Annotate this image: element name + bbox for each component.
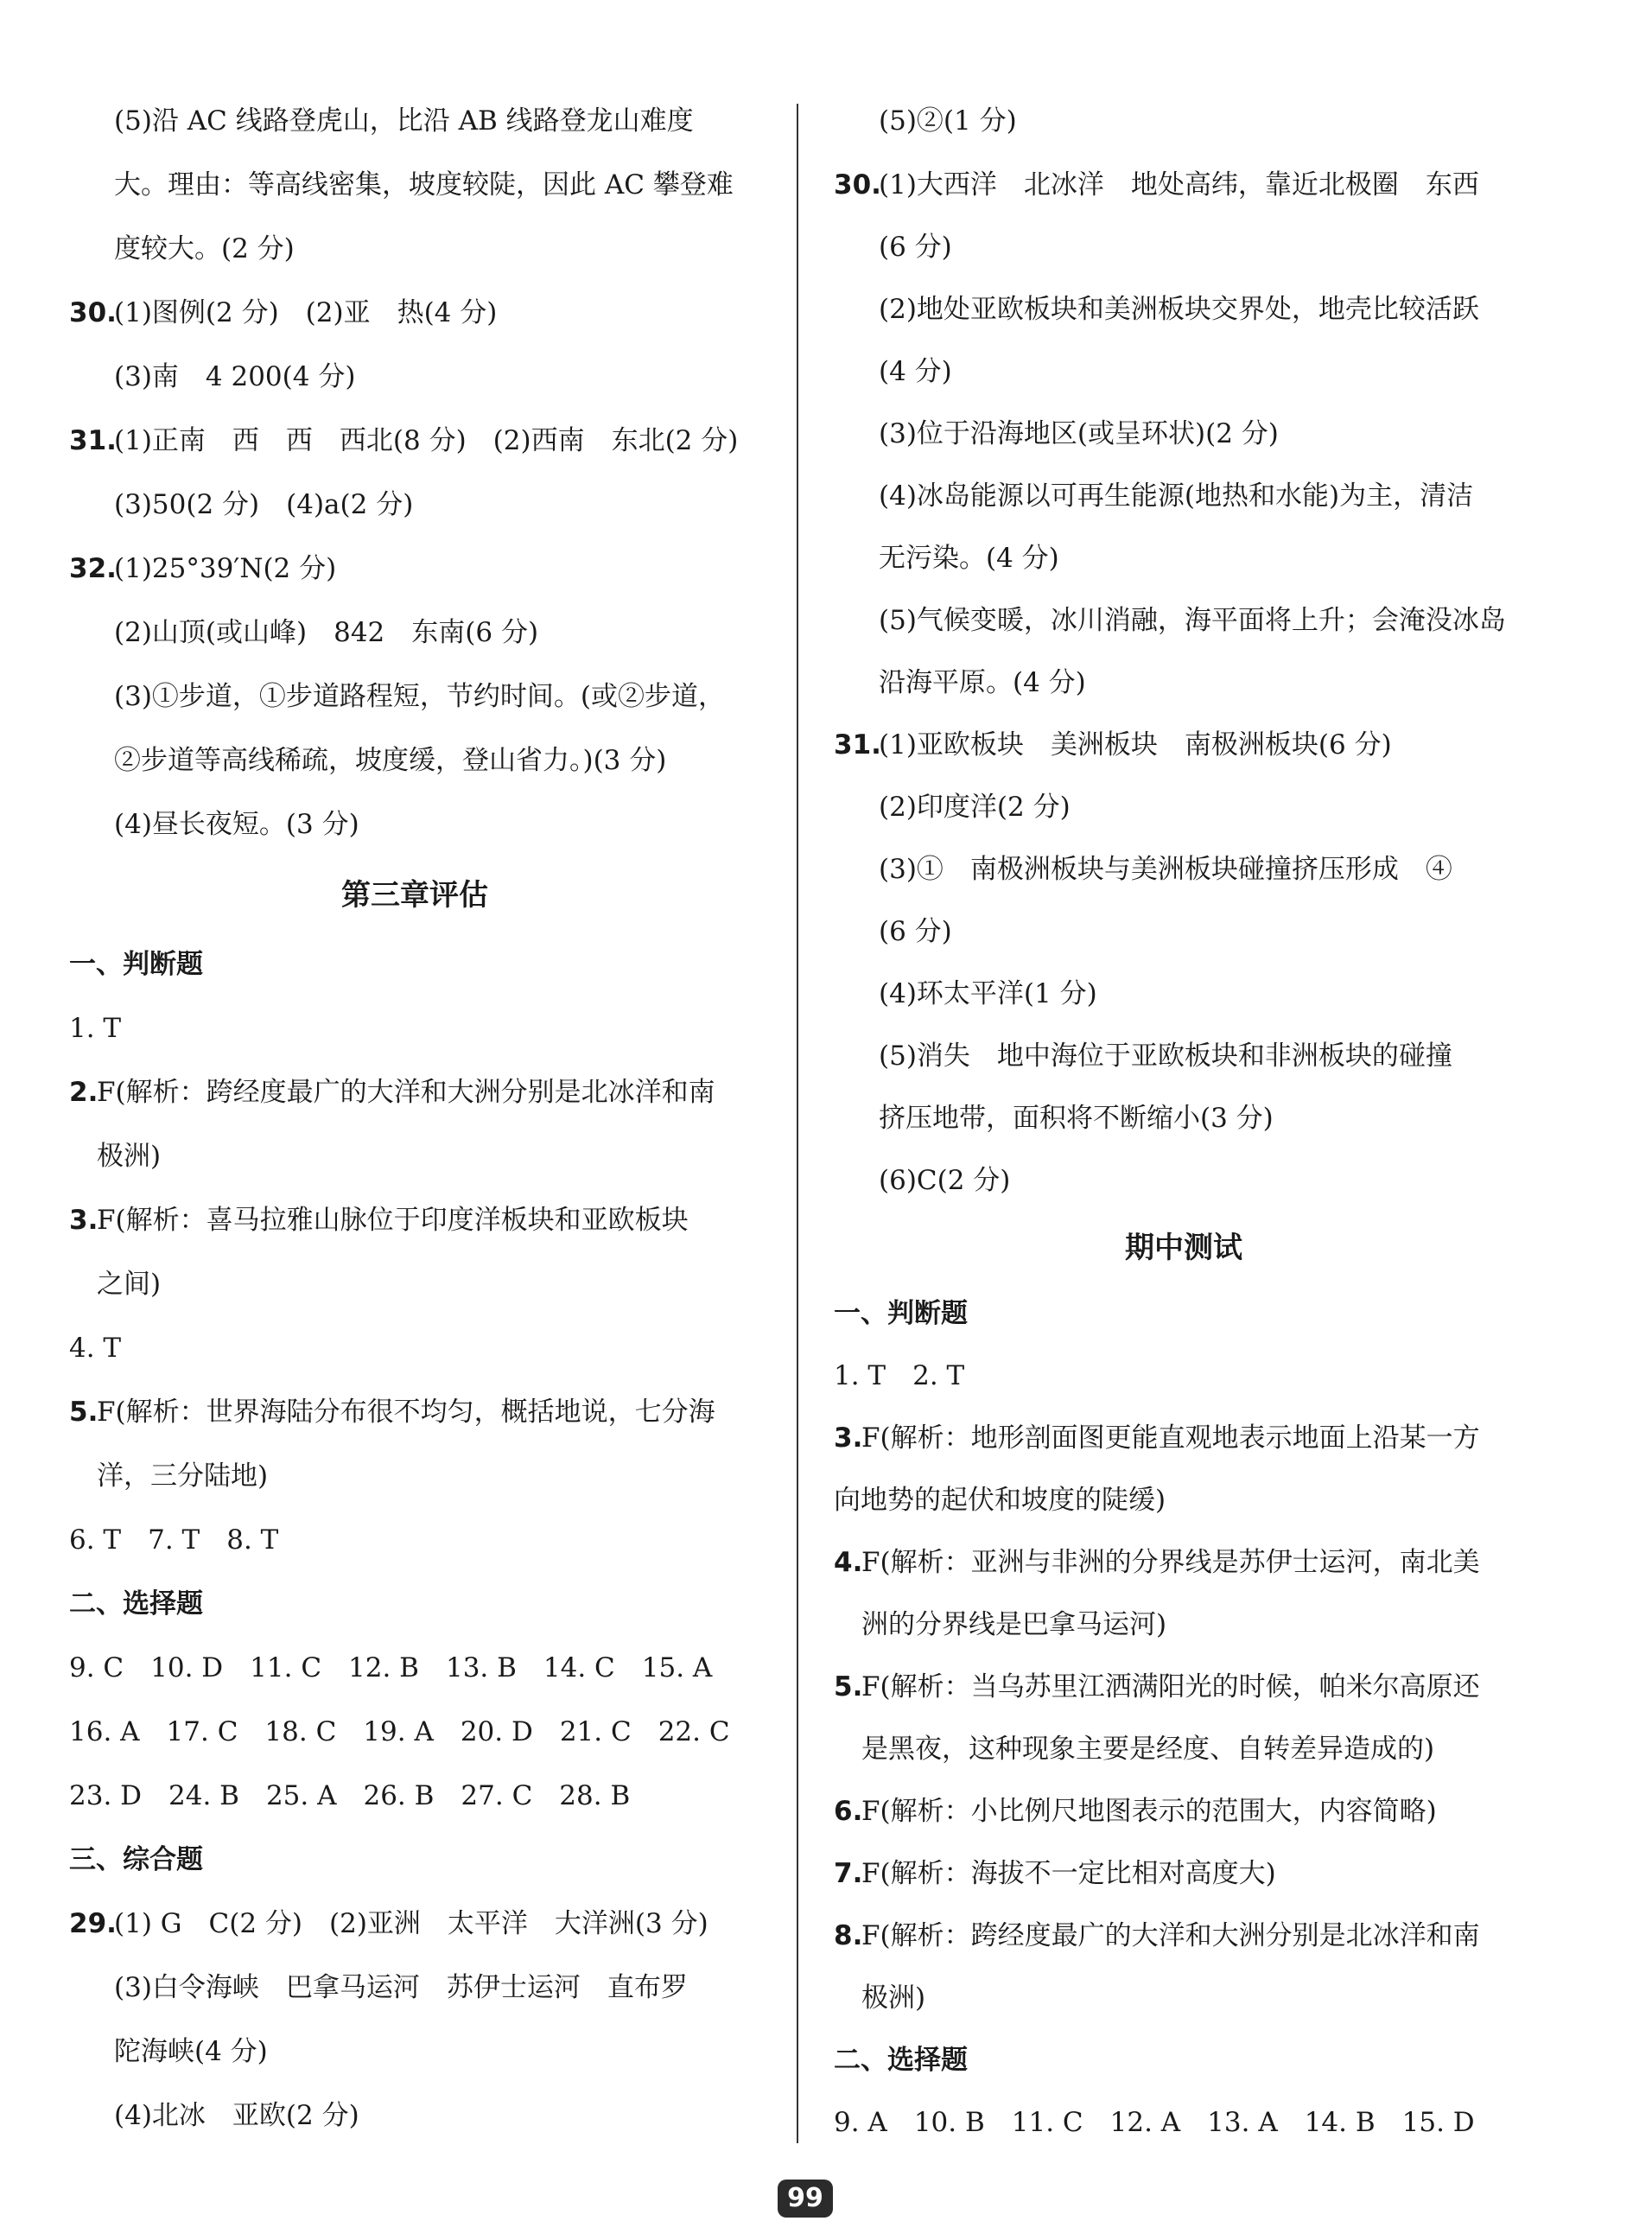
answer-line: 1. T bbox=[69, 1013, 122, 1044]
chapter-title: 第三章评估 bbox=[341, 878, 488, 913]
answer-line: 23. D 24. B 25. A 26. B 27. C 28. B bbox=[69, 1780, 631, 1811]
section-heading: 一、判断题 bbox=[69, 949, 203, 980]
answer-line: 4. T bbox=[69, 1333, 122, 1364]
answer-line: (3)位于沿海地区(或呈环状)(2 分) bbox=[879, 418, 1279, 449]
answer-line: 9. A 10. B 11. C 12. A 13. A 14. B 15. D bbox=[834, 2107, 1475, 2138]
answer-line: ②步道等高线稀疏，坡度缓，登山省力。)(3 分) bbox=[114, 745, 667, 776]
answer-line: (3)① 南极洲板块与美洲板块碰撞挤压形成 ④ bbox=[879, 854, 1452, 885]
answer-line: (4)环太平洋(1 分) bbox=[879, 978, 1097, 1009]
section-heading: 一、判断题 bbox=[834, 1298, 968, 1329]
answer-line: F(解析：当乌苏里江洒满阳光的时候，帕米尔高原还 bbox=[861, 1671, 1480, 1702]
question-number: 31. bbox=[834, 729, 881, 760]
answer-line: 1. T 2. T bbox=[834, 1360, 965, 1391]
answer-line: F(解析：亚洲与非洲的分界线是苏伊士运河，南北美 bbox=[861, 1547, 1480, 1578]
answer-line: (6 分) bbox=[879, 232, 952, 263]
answer-line: (1)亚欧板块 美洲板块 南极洲板块(6 分) bbox=[879, 729, 1392, 760]
answer-line: (1)图例(2 分) (2)亚 热(4 分) bbox=[114, 297, 498, 328]
question-number: 31. bbox=[69, 425, 117, 456]
answer-line: 6. T 7. T 8. T bbox=[69, 1524, 279, 1556]
answer-line: (4 分) bbox=[879, 356, 952, 387]
answer-line: 极洲) bbox=[97, 1141, 162, 1172]
answer-line: (5)沿 AC 线路登虎山，比沿 AB 线路登龙山难度 bbox=[114, 105, 694, 137]
answer-line: 洲的分界线是巴拿马运河) bbox=[861, 1609, 1167, 1640]
answer-line: (4)北冰 亚欧(2 分) bbox=[114, 2100, 359, 2131]
answer-line: 16. A 17. C 18. C 19. A 20. D 21. C 22. C bbox=[69, 1716, 730, 1747]
answer-line: (3)50(2 分) (4)a(2 分) bbox=[114, 489, 414, 520]
question-number: 4. bbox=[834, 1547, 863, 1578]
answer-line: (3)①步道，①步道路程短，节约时间。(或②步道， bbox=[114, 681, 726, 712]
answer-line: F(解析：喜马拉雅山脉位于印度洋板块和亚欧板块 bbox=[97, 1205, 689, 1236]
question-number: 8. bbox=[834, 1920, 863, 1951]
answer-line: 向地势的起伏和坡度的陡缓) bbox=[834, 1485, 1166, 1516]
answer-line: (5)②(1 分) bbox=[879, 105, 1017, 137]
question-number: 7. bbox=[834, 1858, 863, 1889]
section-heading: 三、综合题 bbox=[69, 1844, 203, 1875]
section-heading: 二、选择题 bbox=[834, 2045, 968, 2076]
question-number: 5. bbox=[834, 1671, 863, 1702]
question-number: 30. bbox=[834, 169, 881, 200]
answer-line: F(解析：世界海陆分布很不均匀，概括地说，七分海 bbox=[97, 1397, 715, 1428]
answer-line: 是黑夜，这种现象主要是经度、自转差异造成的) bbox=[861, 1734, 1435, 1765]
answer-line: (2)地处亚欧板块和美洲板块交界处，地壳比较活跃 bbox=[879, 294, 1479, 325]
question-number: 32. bbox=[69, 553, 117, 584]
answer-line: 9. C 10. D 11. C 12. B 13. B 14. C 15. A bbox=[69, 1652, 713, 1683]
question-number: 3. bbox=[69, 1205, 98, 1236]
section-title: 期中测试 bbox=[1125, 1231, 1242, 1265]
answer-line: (1)25°39′N(2 分) bbox=[114, 553, 337, 584]
question-number: 3. bbox=[834, 1422, 863, 1454]
answer-line: (3)南 4 200(4 分) bbox=[114, 361, 356, 392]
answer-line: F(解析：跨经度最广的大洋和大洲分别是北冰洋和南 bbox=[97, 1077, 715, 1108]
answer-line: 沿海平原。(4 分) bbox=[879, 667, 1086, 698]
answer-line: 之间) bbox=[97, 1269, 162, 1300]
question-number: 29. bbox=[69, 1908, 117, 1939]
answer-line: (1)正南 西 西 西北(8 分) (2)西南 东北(2 分) bbox=[114, 425, 739, 456]
answer-line: (4)冰岛能源以可再生能源(地热和水能)为主，清洁 bbox=[879, 480, 1474, 512]
answer-line: 度较大。(2 分) bbox=[114, 233, 295, 264]
answer-line: (4)昼长夜短。(3 分) bbox=[114, 809, 359, 840]
answer-line: (5)气候变暖，冰川消融，海平面将上升；会淹没冰岛 bbox=[879, 605, 1506, 636]
section-heading: 二、选择题 bbox=[69, 1588, 203, 1620]
answer-line: (5)消失 地中海位于亚欧板块和非洲板块的碰撞 bbox=[879, 1040, 1452, 1072]
answer-line: (6)C(2 分) bbox=[879, 1165, 1011, 1196]
answer-line: (1) G C(2 分) (2)亚洲 太平洋 大洋洲(3 分) bbox=[114, 1908, 708, 1939]
answer-line: F(解析：地形剖面图更能直观地表示地面上沿某一方 bbox=[861, 1422, 1480, 1454]
page-number: 99 bbox=[778, 2180, 833, 2218]
answer-line: (6 分) bbox=[879, 916, 952, 947]
answer-line: 洋，三分陆地) bbox=[97, 1461, 269, 1492]
answer-line: (2)印度洋(2 分) bbox=[879, 792, 1071, 823]
question-number: 6. bbox=[834, 1796, 863, 1827]
answer-line: (1)大西洋 北冰洋 地处高纬，靠近北极圈 东西 bbox=[879, 169, 1479, 200]
answer-line: 挤压地带，面积将不断缩小(3 分) bbox=[879, 1103, 1274, 1134]
question-number: 2. bbox=[69, 1077, 98, 1108]
answer-line: (3)白令海峡 巴拿马运河 苏伊士运河 直布罗 bbox=[114, 1972, 688, 2003]
answer-line: F(解析：小比例尺地图表示的范围大，内容简略) bbox=[861, 1796, 1437, 1827]
answer-line: 无污染。(4 分) bbox=[879, 543, 1059, 574]
question-number: 5. bbox=[69, 1397, 98, 1428]
column-divider bbox=[797, 104, 798, 2143]
answer-line: F(解析：海拔不一定比相对高度大) bbox=[861, 1858, 1276, 1889]
answer-line: 陀海峡(4 分) bbox=[114, 2036, 268, 2067]
answer-line: 大。理由：等高线密集，坡度较陡，因此 AC 攀登难 bbox=[114, 169, 734, 200]
question-number: 30. bbox=[69, 297, 117, 328]
answer-line: F(解析：跨经度最广的大洋和大洲分别是北冰洋和南 bbox=[861, 1920, 1480, 1951]
answer-line: 极洲) bbox=[861, 1982, 926, 2014]
answer-line: (2)山顶(或山峰) 842 东南(6 分) bbox=[114, 617, 539, 648]
